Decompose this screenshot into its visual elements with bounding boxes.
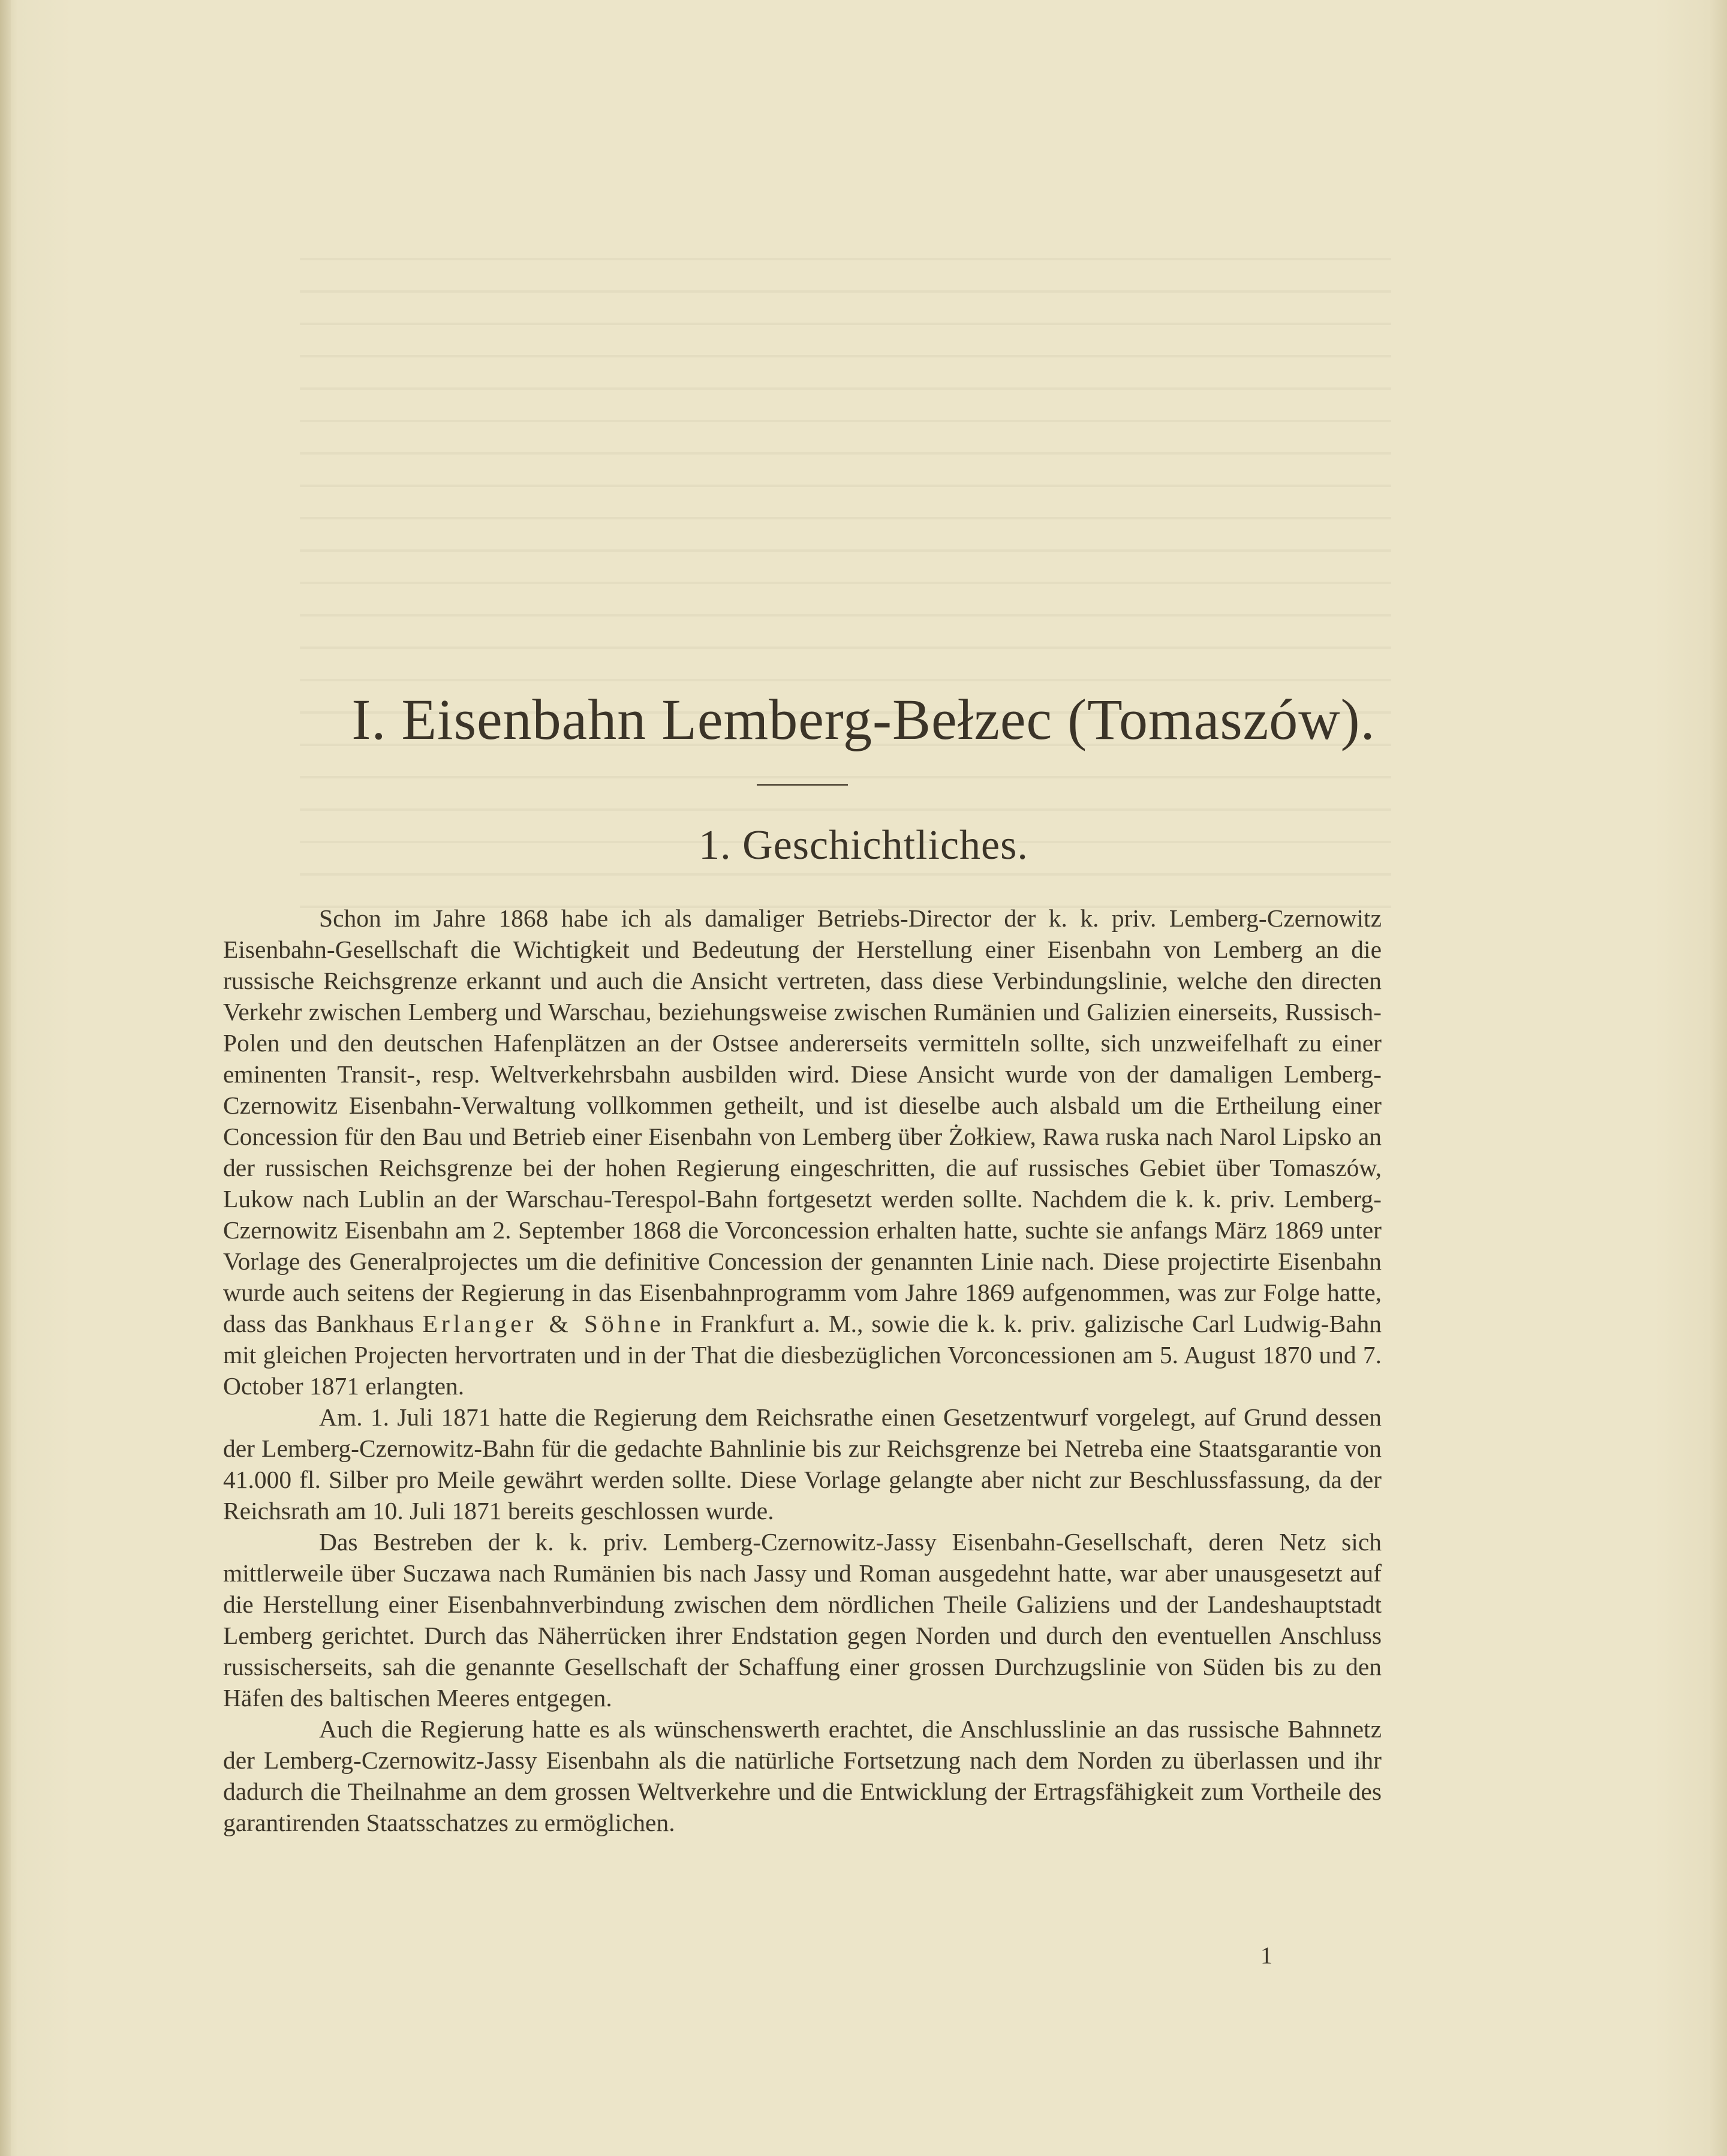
paragraph-3: Das Bestreben der k. k. priv. Lemberg-Czernowitz-Jassy Eisenbahn-Gesellschaft, deren Netz sich mittlerweile über Suczawa nach Rumänien bis nach Jassy und Roman ausgedehnt hatte, war aber unausgesetzt auf die Herstellung einer Eisenbahnverbindung zwischen dem nördlichen Theile Galiziens und der Landeshauptstadt Lemberg gerichtet. Durch das Näherrücken ihrer Endstation gegen Norden und durch den eventuellen Anschluss russischerseits, sah die genannte Gesellschaft der Schaffung einer grossen Durchzugslinie von Süden bis zu den Häfen des baltischen Meeres entgegen.	[223, 1528, 1382, 1712]
page-left-edge	[0, 0, 11, 2156]
paragraph-1	[223, 903, 1382, 1402]
page-number: 1	[1260, 1942, 1272, 1969]
section-title: 1. Geschichtliches.	[699, 822, 1028, 868]
paragraph-1-text-after: in Frankfurt a. M., sowie die k. k. priv. galizische Carl Ludwig-Bahn mit gleichen Projecten hervortraten und in der That die diesbezüglichen Vorconcessionen am 5. August 1870 und 7. October 1871 erlangten.	[223, 1310, 1382, 1400]
paragraph-4: Auch die Regierung hatte es als wünschenswerth erachtet, die Anschlusslinie an das russische Bahnnetz der Lemberg-Czernowitz-Jassy Eisenbahn als die natürliche Fortsetzung nach dem Norden zu überlassen und ihr dadurch die Theilnahme an dem grossen Weltverkehre und die Entwicklung der Ertragsfähigkeit zum Vortheile des garantirenden Staatsschatzes zu ermöglichen.	[223, 1715, 1382, 1836]
paragraph-2: Am. 1. Juli 1871 hatte die Regierung dem Reichsrathe einen Gesetzentwurf vorgelegt, auf Grund dessen der Lemberg-Czernowitz-Bahn für die gedachte Bahnlinie bis zur Reichsgrenze bei Netreba eine Staatsgarantie von 41.000 fl. Silber pro Meile gewährt werden sollte. Diese Vorlage gelangte aber nicht zur Beschlussfassung, da der Reichsrath am 10. Juli 1871 bereits geschlossen wurde.	[223, 1403, 1382, 1524]
title-divider-rule	[757, 784, 848, 786]
paragraph-1-text-before: Schon im Jahre 1868 habe ich als damaliger Betriebs-Director der k. k. priv. Lemberg-Czernowitz Eisenbahn-Gesellschaft die Wichtigkeit und Bedeutung der Herstellung einer Eisenbahn von Lemberg an die russische Reichsgrenze erkannt und auch die Ansicht vertreten, dass diese Verbindungslinie, welche den directen Verkehr zwischen Lemberg und Warschau, beziehungsweise zwischen Rumänien und Galizien einerseits, Russisch-Polen und den deutschen Hafenplätzen an der Ostsee andererseits vermitteln sollte, sich unzweifelhaft zu einer eminenten Transit-, resp. Weltverkehrsbahn ausbilden wird. Diese Ansicht wurde von der damaligen Lemberg-Czernowitz Eisenbahn-Verwaltung vollkommen getheilt, und ist dieselbe auch alsbald um die Ertheilung einer Concession für den Bau und Betrieb einer Eisenbahn von Lemberg über Żołkiew, Rawa ruska nach Narol Lipsko an der russischen Reichsgrenze bei der hohen Regierung eingeschritten, die auf russisches Gebiet über Tomaszów, Lukow nach Lublin an der Warschau-Terespol-Bahn fortgesetzt werden sollte. Nachdem die k. k. priv. Lemberg-Czernowitz Eisenbahn am 2. September 1868 die Vorconcession erhalten hatte, suchte sie anfangs März 1869 unter Vorlage des Generalprojectes um die definitive Concession der genannten Linie nach. Diese projectirte Eisenbahn wurde auch seitens der Regierung in das Eisenbahnprogramm vom Jahre 1869 aufgenommen, was zur Folge hatte, dass das Bankhaus	[223, 904, 1382, 1337]
body-text	[223, 903, 1382, 1838]
chapter-title: I. Eisenbahn Lemberg-Bełzec (Tomaszów).	[351, 687, 1376, 751]
company-name-spaced: Erlanger & Söhne	[422, 1310, 664, 1337]
